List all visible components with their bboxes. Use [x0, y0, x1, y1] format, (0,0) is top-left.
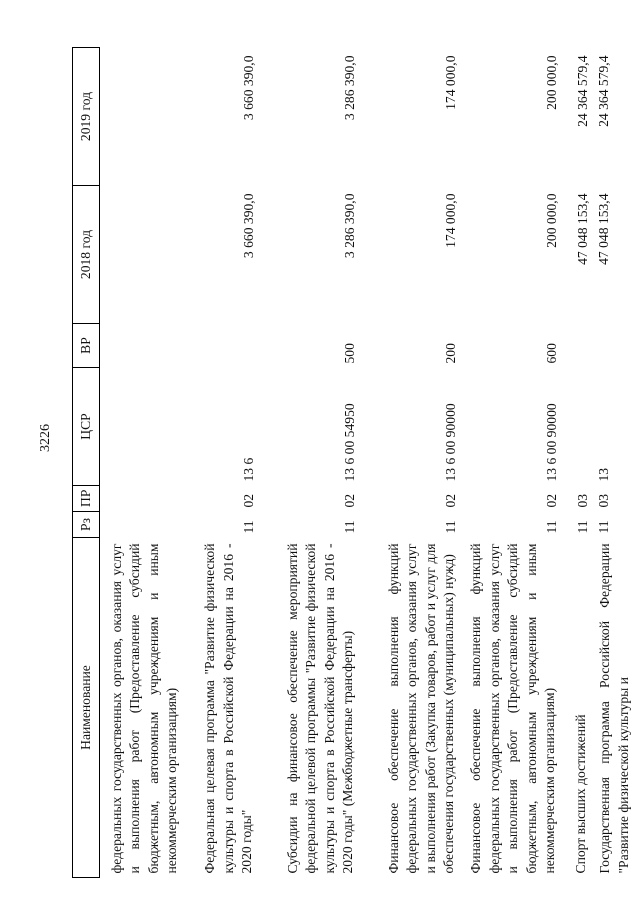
row-2019: 174 000,0 [443, 55, 458, 110]
row-pr: 02 [544, 493, 559, 508]
table-row [100, 48, 186, 878]
row-name: Государственная программа Российской Федерации "Развитие физической культуры и [597, 543, 631, 874]
row-name: Спорт высших достижений [573, 714, 589, 874]
row-csr [100, 368, 186, 486]
table-row [185, 48, 260, 878]
header-pr: ПР [73, 486, 100, 512]
table-row [563, 48, 594, 878]
row-2019: 24 364 579,4 [575, 55, 590, 127]
row-vr [563, 324, 594, 368]
header-csr: ЦСР [73, 368, 100, 486]
row-pr: 03 [575, 493, 590, 508]
row-2018: 174 000,0 [443, 193, 458, 248]
row-vr [185, 324, 260, 368]
table-row [594, 48, 639, 878]
row-2019: 24 364 579,4 [596, 55, 611, 127]
row-2018: 3 660 390,0 [241, 193, 256, 259]
row-csr: 13 6 00 54950 [342, 403, 357, 482]
row-rz: 11 [342, 520, 357, 534]
row-rz: 11 [544, 520, 559, 534]
header-rz: Рз [73, 512, 100, 538]
row-vr: 500 [342, 343, 357, 364]
row-pr: 03 [596, 493, 611, 508]
row-vr: 200 [443, 343, 458, 364]
row-name: Финансовое обеспечение выполнения функций федеральных государственных органов, оказания услуг и выполнения работ (Предоставление субсидий бюджетным, автономным учреждениям и иным некоммерческим организациям) [468, 543, 558, 874]
table-row [361, 48, 462, 878]
header-2019: 2019 год [73, 48, 100, 186]
table-header-row [73, 48, 100, 878]
row-rz [100, 512, 186, 538]
row-2018: 47 048 153,4 [596, 193, 611, 265]
page-number: 3226 [38, 424, 53, 452]
table-row [260, 48, 361, 878]
row-name: Федеральная целевая программа "Развитие физической культуры и спорта в Российской Федерации на 2016 - 2020 годы" [202, 543, 255, 874]
row-2019 [100, 48, 186, 186]
row-2018: 47 048 153,4 [575, 193, 590, 265]
row-name: Финансовое обеспечение выполнения функций федеральных государственных органов, оказания услуг и выполнения работ (Закупка товаров, работ и услуг для обеспечения государственных (муниципальных) нужд) [385, 543, 457, 874]
row-vr [594, 324, 639, 368]
row-2019: 3 286 390,0 [342, 55, 357, 121]
header-name: Наименование [73, 538, 100, 878]
row-2018 [100, 186, 186, 324]
row-csr: 13 6 00 90000 [443, 403, 458, 482]
row-name: федеральных государственных органов, оказания услуг и выполнения работ (Предоставление субсидий бюджетным, автономным учреждениям и иным некоммерческим организациям) [108, 543, 180, 874]
row-pr: 02 [443, 493, 458, 508]
row-rz: 11 [241, 520, 256, 534]
row-pr: 02 [241, 493, 256, 508]
row-2019: 3 660 390,0 [241, 55, 256, 121]
row-csr [563, 368, 594, 486]
row-csr: 13 [596, 467, 611, 482]
row-csr: 13 6 [241, 457, 256, 482]
table-row [462, 48, 563, 878]
header-2018: 2018 год [73, 186, 100, 324]
row-name: Субсидии на финансовое обеспечение мероприятий федеральной целевой программы "Развитие физической культуры и спорта в Российской Федерации на 2016 - 2020 годы" (Межбюджетные трансферты) [284, 543, 356, 874]
budget-table-rotated [72, 48, 631, 878]
row-csr: 13 6 00 90000 [544, 403, 559, 482]
row-2018: 200 000,0 [544, 193, 559, 248]
header-vr: ВР [73, 324, 100, 368]
row-2019: 200 000,0 [544, 55, 559, 110]
row-pr: 02 [342, 493, 357, 508]
row-rz: 11 [443, 520, 458, 534]
row-vr: 600 [544, 343, 559, 364]
row-rz: 11 [575, 520, 590, 534]
row-vr [100, 324, 186, 368]
row-2018: 3 286 390,0 [342, 193, 357, 259]
budget-table [72, 47, 639, 878]
row-rz: 11 [596, 520, 611, 534]
row-pr [100, 486, 186, 512]
